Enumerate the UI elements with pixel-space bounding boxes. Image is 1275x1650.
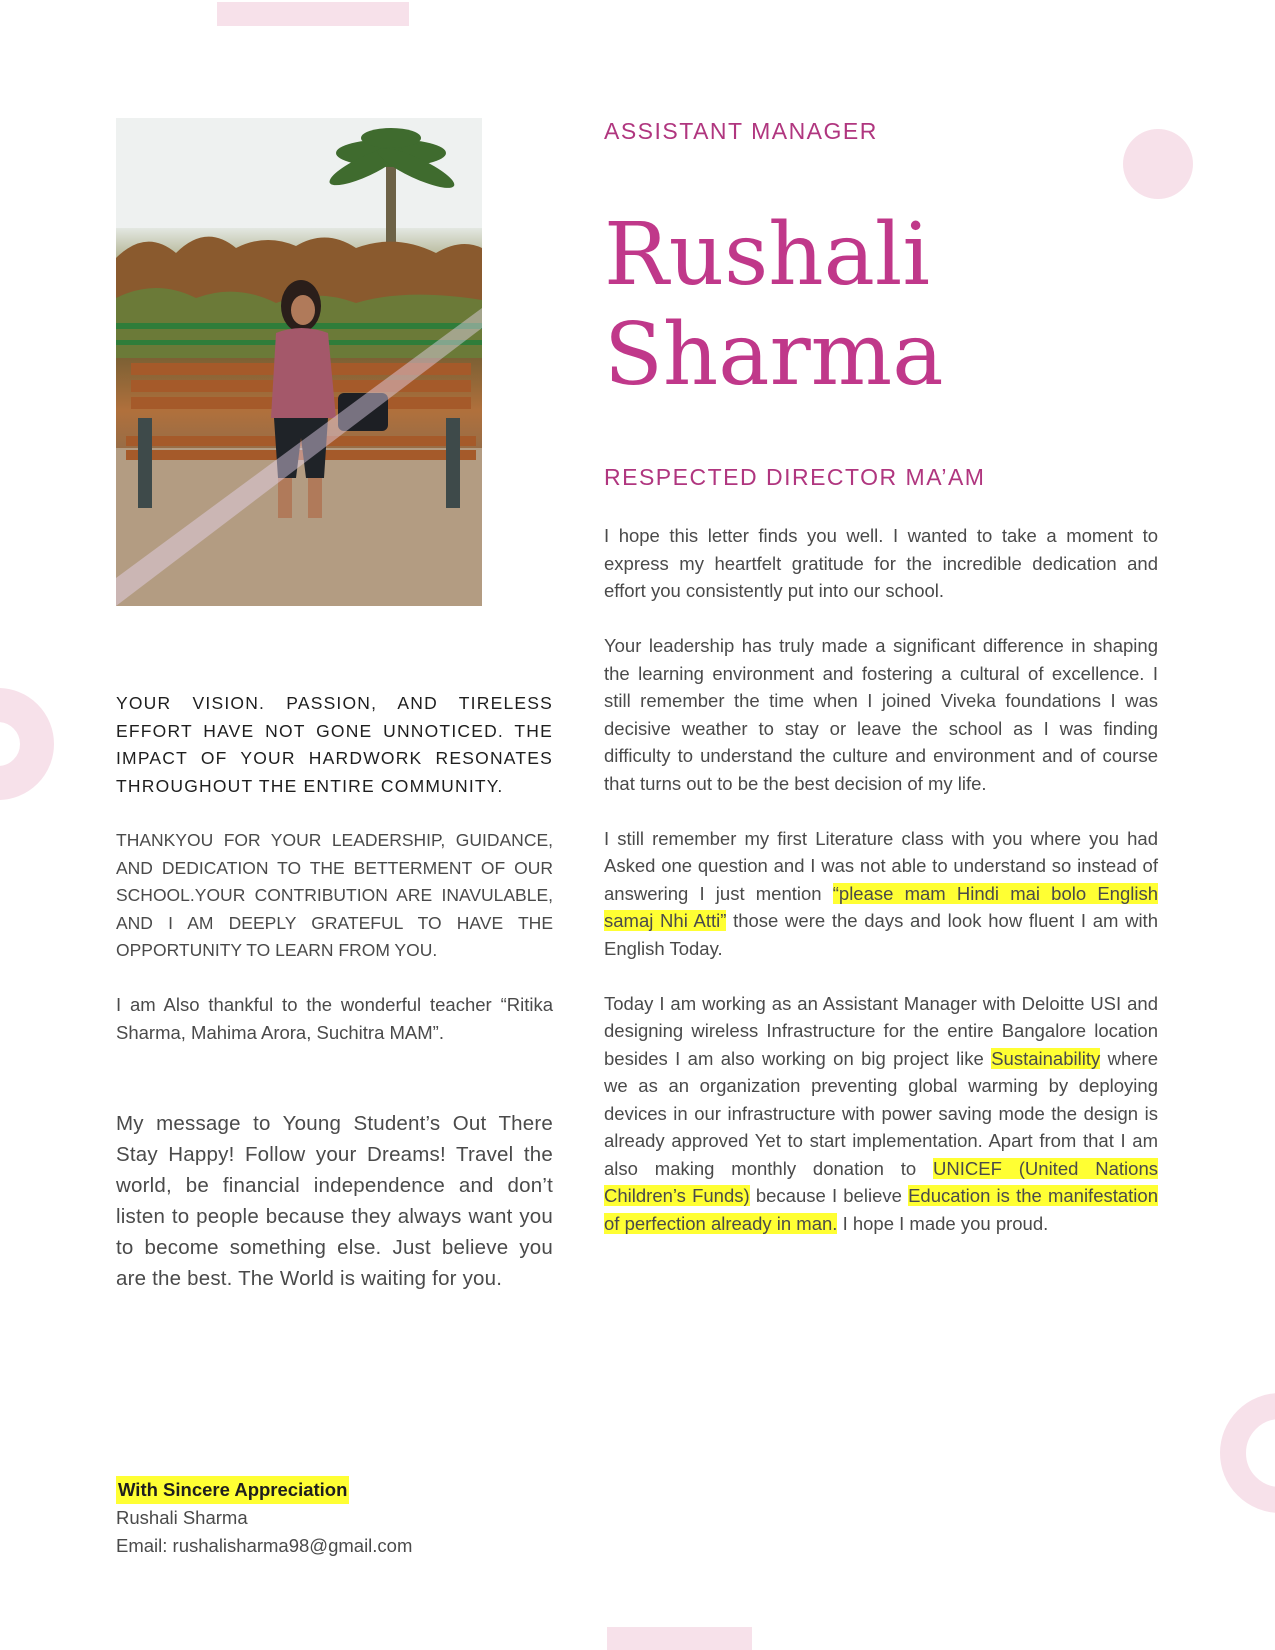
portrait-photo — [116, 118, 482, 606]
teachers-thanks: I am Also thankful to the wonderful teacher “Ritika Sharma, Mahima Arora, Suchitra MAM”. — [116, 994, 553, 1043]
letter-paragraph-3 — [604, 825, 1158, 963]
signature-block — [116, 1476, 412, 1560]
signature-name: Rushali Sharma — [116, 1507, 248, 1528]
last-name: Sharma — [604, 305, 944, 405]
decor-bar-top — [217, 2, 409, 26]
letter-body — [604, 522, 1158, 1265]
decor-circle — [1123, 129, 1193, 199]
highlighted-quote: “please mam Hindi mai bolo English samaj Nhi Atti” — [604, 882, 1158, 931]
highlight-sustainability: Sustainability — [991, 1047, 1101, 1069]
decor-bar-bottom — [607, 1627, 752, 1650]
job-title: ASSISTANT MANAGER — [604, 118, 878, 144]
sender-name — [604, 205, 1024, 405]
student-message: My message to Young Student’s Out There Stay Happy! Follow your Dreams! Travel the world, be financial independence and don’t listen to people because they always want you to become something else. Just believe you are the best. The World is waiting for you. — [116, 1112, 553, 1290]
letter-paragraph-1: I hope this letter finds you well. I wanted to take a moment to express my heartfelt gratitude for the incredible dedication and effort you consistently put into our school. — [604, 525, 1158, 601]
vision-statement: YOUR VISION. PASSION, AND TIRELESS EFFORT HAVE NOT GONE UNNOTICED. THE IMPACT OF YOUR HARDWORK RESONATES THROUGHOUT THE ENTIRE COMMUNITY. — [116, 693, 553, 796]
first-name: Rushali — [604, 205, 930, 305]
highlight-unicef: UNICEF (United Nations Children’s Funds) — [604, 1157, 1158, 1206]
decor-ring-right — [1220, 1393, 1275, 1513]
signature-email: Email: rushalisharma98@gmail.com — [116, 1535, 413, 1556]
letter-paragraph-2: Your leadership has truly made a significant difference in shaping the learning environment and fostering a cultural of excellence. I still remember the time when I joined Viveka foundations I was decisive weather to stay or leave the school as I was finding difficulty to understand the culture and environment and of course that turns out to be the best decision of my life. — [604, 635, 1158, 794]
text-run: Today I am working as an Assistant Manager with Deloitte USI and designing wireless Infrastructure for the entire Bangalore location besides I am also working on big project like — [604, 992, 1158, 1069]
closing-line: With Sincere Appreciation — [116, 1476, 349, 1504]
decor-ring-left — [0, 688, 54, 800]
text-run: I still remember my first Literature class with you where you had Asked one question and I was not able to understand so instead of answering I just mention — [604, 827, 1158, 904]
text-run: where we as an organization preventing global warming by deploying devices in our infrastructure with power saving mode the design is already approved Yet to start implementation. Apart from that I am also making monthly donation to — [604, 1047, 1158, 1179]
text-run: because I believe — [749, 1185, 909, 1206]
letter-paragraph-4 — [604, 990, 1158, 1238]
photo-illustration — [116, 118, 482, 606]
thankyou-statement: THANKYOU FOR YOUR LEADERSHIP, GUIDANCE, AND DEDICATION TO THE BETTERMENT OF OUR SCHOOL.YOUR CONTRIBUTION ARE INAVULABLE, AND I AM DEEPLY GRATEFUL TO HAVE THE OPPORTUNITY TO LEARN FROM YOU. — [116, 830, 553, 960]
highlight-education-quote: Education is the manifestation of perfection already in man. — [604, 1185, 1158, 1234]
text-run: I hope I made you proud. — [837, 1212, 1049, 1234]
letter-salutation: RESPECTED DIRECTOR MA’AM — [604, 464, 986, 490]
text-run: those were the days and look how fluent I am with English Today. — [604, 910, 1158, 959]
